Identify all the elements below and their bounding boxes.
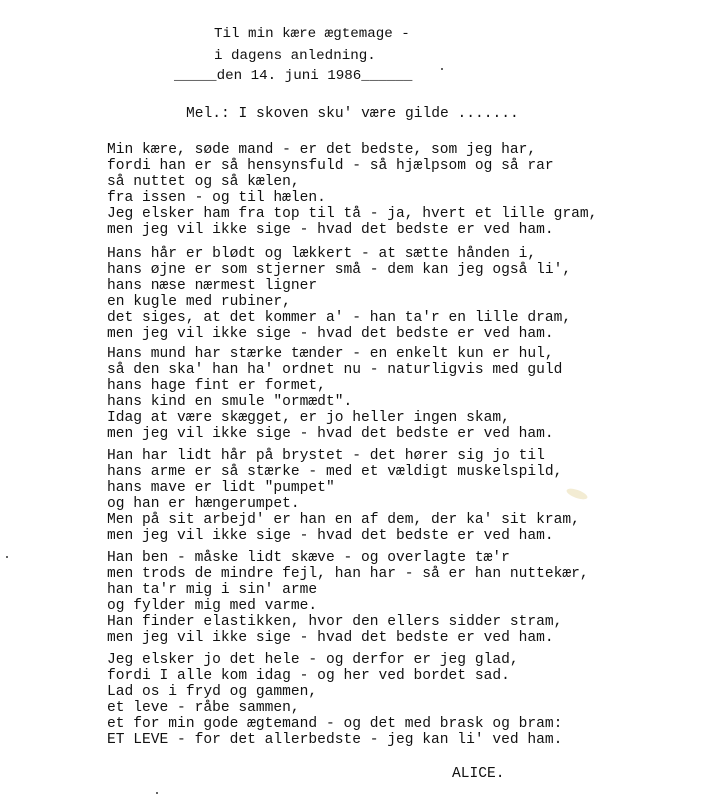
verse-line: Lad os i fryd og gammen, xyxy=(107,684,318,700)
verse-line: hans øjne er som stjerner små - dem kan jeg også li', xyxy=(107,262,572,278)
verse-line: hans kind en smule "ormædt". xyxy=(107,394,353,410)
verse-line: fra issen - og til hælen. xyxy=(107,190,326,206)
dedication-line-2: i dagens anledning. xyxy=(214,48,376,64)
verse-line: han ta'r mig i sin' arme xyxy=(107,582,318,598)
verse-line: Men på sit arbejd' er han en af dem, der ka' sit kram, xyxy=(107,512,580,528)
verse-line: men jeg vil ikke sige - hvad det bedste er ved ham. xyxy=(107,426,554,442)
verse-line: Jeg elsker jo det hele - og derfor er jeg glad, xyxy=(107,652,519,668)
verse-line: men jeg vil ikke sige - hvad det bedste er ved ham. xyxy=(107,222,554,238)
dedication-line-1: Til min kære ægtemage - xyxy=(214,26,410,42)
verse-line: Hans mund har stærke tænder - en enkelt kun er hul, xyxy=(107,346,554,362)
scan-speck xyxy=(156,792,158,794)
verse-line: fordi han er så hensynsfuld - så hjælpsom og så rar xyxy=(107,158,554,174)
scan-speck xyxy=(6,556,8,558)
scan-speck xyxy=(441,68,443,70)
verse-line: Min kære, søde mand - er det bedste, som jeg har, xyxy=(107,142,537,158)
verse-line: Hans hår er blødt og lækkert - at sætte hånden i, xyxy=(107,246,537,262)
verse-line: fordi I alle kom idag - og her ved bordet sad. xyxy=(107,668,510,684)
verse-line: Han ben - måske lidt skæve - og overlagte tæ'r xyxy=(107,550,510,566)
verse-line: og fylder mig med varme. xyxy=(107,598,318,614)
signature: ALICE. xyxy=(452,766,505,782)
verse-line: men jeg vil ikke sige - hvad det bedste er ved ham. xyxy=(107,528,554,544)
verse-line: Han finder elastikken, hvor den ellers sidder stram, xyxy=(107,614,563,630)
verse-line: men trods de mindre fejl, han har - så er han nuttekær, xyxy=(107,566,589,582)
verse-line: men jeg vil ikke sige - hvad det bedste er ved ham. xyxy=(107,326,554,342)
verse-line: hans hage fint er formet, xyxy=(107,378,326,394)
verse-line: hans arme er så stærke - med et vældigt muskelspild, xyxy=(107,464,563,480)
verse-line: ET LEVE - for det allerbedste - jeg kan li' ved ham. xyxy=(107,732,563,748)
verse-line: men jeg vil ikke sige - hvad det bedste er ved ham. xyxy=(107,630,554,646)
verse-line: et leve - råbe sammen, xyxy=(107,700,300,716)
verse-line: så nuttet og så kælen, xyxy=(107,174,300,190)
date-line: _____den 14. juni 1986______ xyxy=(174,68,413,84)
verse-line: Han har lidt hår på brystet - det hører sig jo til xyxy=(107,448,545,464)
verse-line: Jeg elsker ham fra top til tå - ja, hvert et lille gram, xyxy=(107,206,598,222)
verse-line: en kugle med rubiner, xyxy=(107,294,291,310)
verse-line: hans mave er lidt "pumpet" xyxy=(107,480,335,496)
verse-line: så den ska' han ha' ordnet nu - naturligvis med guld xyxy=(107,362,563,378)
verse-line: Idag at være skægget, er jo heller ingen skam, xyxy=(107,410,510,426)
melody-line: Mel.: I skoven sku' være gilde ....... xyxy=(186,106,519,122)
verse-line: og han er hængerumpet. xyxy=(107,496,300,512)
verse-line: et for min gode ægtemand - og det med brask og bram: xyxy=(107,716,563,732)
verse-line: hans næse nærmest ligner xyxy=(107,278,318,294)
paper-stain xyxy=(565,486,588,501)
verse-line: det siges, at det kommer a' - han ta'r en lille dram, xyxy=(107,310,572,326)
